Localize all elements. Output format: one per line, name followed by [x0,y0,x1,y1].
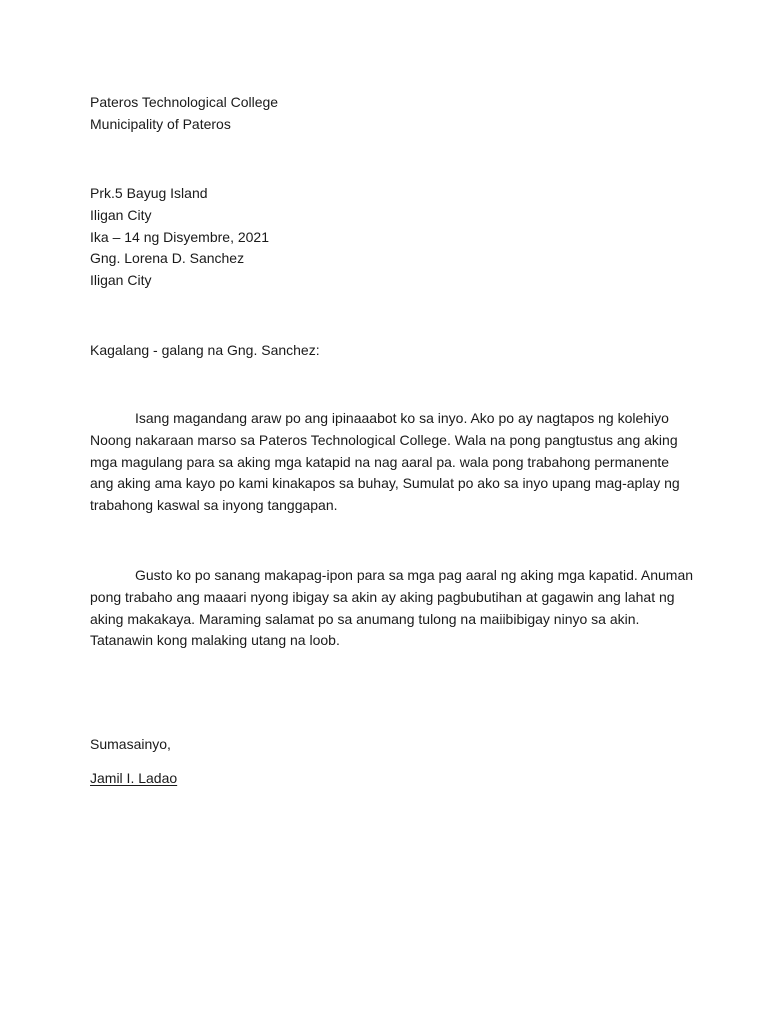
recipient-line: Iligan City [90,206,152,223]
paragraph-line: pong trabaho ang maaari nyong ibigay sa akin ay aking pagbubutihan at gagawin ang lahat ng [90,588,675,605]
paragraph-line: Tatanawin kong malaking utang na loob. [90,632,340,649]
paragraph-line: Isang magandang araw po ang ipinaaabot ko sa inyo. Ako po ay nagtapos ng kolehiyo [135,410,669,426]
paragraph-line: ang aking ama kayo po kami kinakapos sa buhay, Sumulat po ako sa inyo upang mag-aplay ng [90,475,680,492]
recipient-line: Iligan City [90,272,152,289]
body-paragraph-2 [90,565,694,652]
closing [90,734,690,756]
recipient-line: Prk.5 Bayug Island [90,185,208,201]
body-paragraph-1 [90,408,690,517]
paragraph-line: trabahong kaswal sa inyong tanggapan. [90,497,338,514]
sender-line: Municipality of Pateros [90,115,231,132]
paragraph-line: aking makakaya. Maraming salamat po sa anumang tulong na maiibibigay ninyo sa akin. [90,610,640,627]
signature [90,768,690,790]
salutation-text: Kagalang - galang na Gng. Sanchez: [90,342,320,358]
recipient-line: Gng. Lorena D. Sanchez [90,250,245,267]
closing-text: Sumasainyo, [90,736,171,752]
recipient-address [90,183,690,292]
paragraph-line: Gusto ko po sanang makapag-ipon para sa mga pag aaral ng aking mga kapatid. Anuman [135,567,694,583]
date-line: Ika – 14 ng Disyembre, 2021 [90,228,269,245]
salutation [90,340,690,362]
sender-line: Pateros Technological College [90,94,279,110]
paragraph-line: Noong nakaraan marso sa Pateros Technological College. Wala na pong pangtustus ang aking [90,431,678,448]
paragraph-line: mga magulang para sa aking mga katapid na nag aaral pa. wala pong trabahong permanente [90,453,670,470]
sender-address [90,92,690,136]
signature-name: Jamil I. Ladao [90,770,178,786]
